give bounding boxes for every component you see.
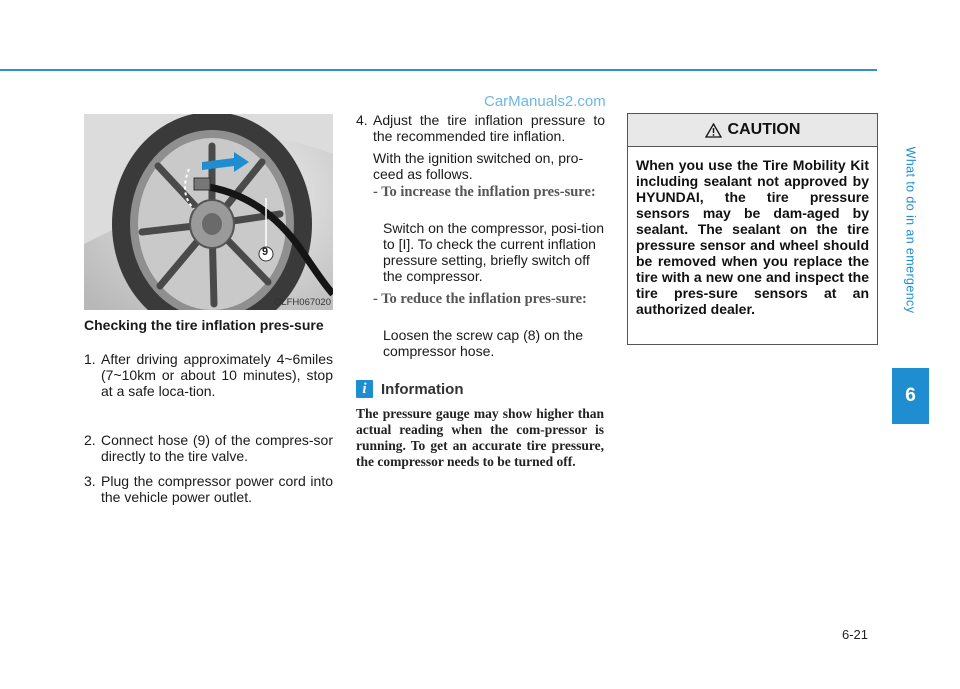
step-1: [84, 351, 333, 399]
caution-title: CAUTION: [727, 121, 801, 138]
figure-callout-number: 9: [262, 246, 269, 258]
figure-heading: Checking the tire inflation pres-sure: [84, 317, 324, 333]
step-3: [84, 473, 333, 505]
header-rule: [0, 69, 877, 71]
tire-illustration: [84, 114, 333, 310]
step-text: Connect hose (9) of the compres-sor directly to the tire valve.: [101, 432, 333, 464]
step-number: 3.: [84, 473, 96, 489]
reduce-pressure-heading: - To reduce the inflation pres-sure:: [373, 291, 587, 307]
section-title: What to do in an emergency: [903, 146, 917, 314]
chapter-number: 6: [892, 368, 929, 424]
watermark: CarManuals2.com: [484, 93, 606, 110]
page-number: 6-21: [842, 627, 869, 642]
caution-box: [627, 113, 878, 345]
step-number: 1.: [84, 351, 96, 367]
step-4-intro: With the ignition switched on, pro-ceed as follows.: [373, 150, 584, 182]
step-text: After driving approximately 4~6miles (7~10km or about 10 minutes), stop at a safe loca-tion.: [101, 351, 333, 399]
step-2: [84, 432, 333, 464]
warning-triangle-icon: [705, 123, 722, 138]
figure-code: OLFH067020: [273, 297, 331, 308]
tire-wheel-graphic: [84, 114, 333, 310]
step-number: 2.: [84, 432, 96, 448]
step-text: Plug the compressor power cord into the vehicle power outlet.: [101, 473, 333, 505]
step-text: Adjust the tire inflation pressure to the recommended tire inflation.: [373, 112, 605, 144]
step-4: [356, 112, 605, 144]
reduce-pressure-text: Loosen the screw cap (8) on the compressor hose.: [383, 327, 584, 359]
information-text: The pressure gauge may show higher than actual reading when the com-pressor is running. To get an accurate tire pressure, the compressor needs to be turned off.: [356, 406, 604, 469]
section-tab: [896, 90, 924, 370]
increase-pressure-text: Switch on the compressor, posi-tion to [I]. To check the current inflation pressure setting, briefly switch off the compressor.: [383, 220, 604, 284]
information-icon: i: [356, 380, 373, 398]
information-header: [356, 380, 464, 398]
information-title: Information: [381, 380, 464, 398]
step-number: 4.: [356, 112, 368, 128]
caution-header: [628, 114, 877, 147]
increase-pressure-heading: - To increase the inflation pres-sure:: [373, 184, 596, 200]
caution-text: When you use the Tire Mobility Kit including sealant not approved by HYUNDAI, the tire pressure sensors may be dam-aged by sealant. The sealant on the tire pressure sensor and wheel should be removed when you replace the tire with a new one and inspect the tire pres-sure sensors at an authorized dealer.: [636, 157, 869, 317]
